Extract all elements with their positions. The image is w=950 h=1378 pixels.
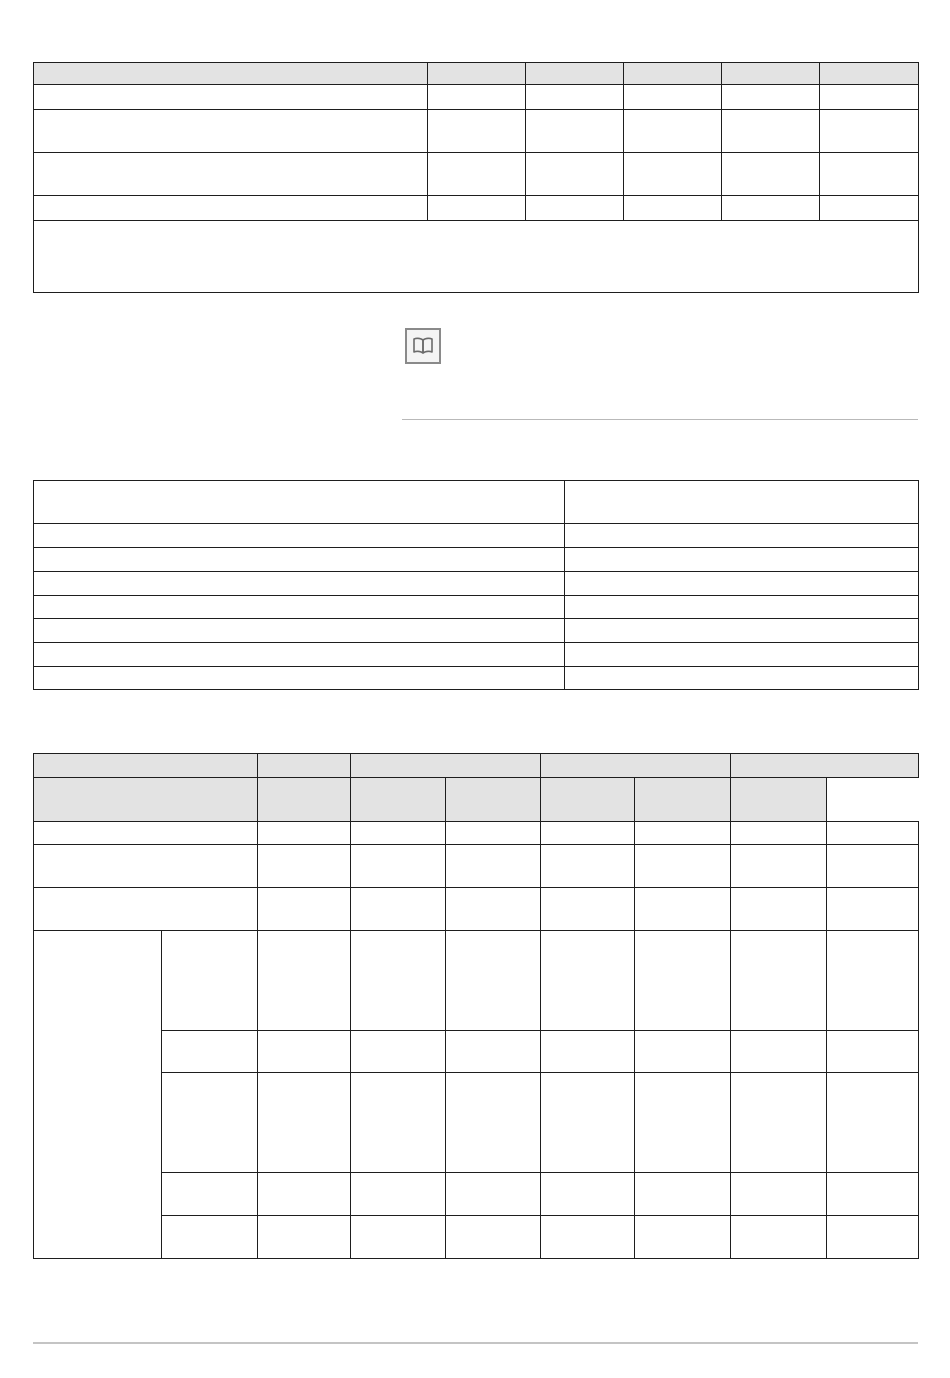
table-cell	[565, 548, 919, 572]
table-cell	[526, 196, 624, 221]
header-cell	[446, 778, 541, 822]
table-cell	[351, 888, 446, 931]
table-cell	[635, 845, 731, 888]
table-header-row	[34, 481, 919, 524]
table-cell	[827, 931, 919, 1031]
table-cell	[624, 153, 722, 196]
header-cell	[541, 754, 731, 778]
table-cell	[722, 196, 820, 221]
table-group-header-row	[34, 754, 919, 778]
table-header-row	[34, 63, 919, 85]
table-cell	[258, 1173, 351, 1216]
table-cell	[565, 572, 919, 596]
table-cell	[635, 1031, 731, 1073]
header-cell	[351, 754, 541, 778]
table-cell	[34, 548, 565, 572]
table-row	[34, 524, 919, 548]
table-cell	[731, 1073, 827, 1173]
table-row	[34, 85, 919, 110]
table-cell	[258, 931, 351, 1031]
table-cell	[162, 1031, 258, 1073]
table-row	[34, 596, 919, 619]
table-cell	[820, 196, 919, 221]
table-row	[34, 845, 919, 888]
table-footnote-row	[34, 221, 919, 293]
table-sub-header-row	[34, 778, 919, 822]
table-cell	[635, 1073, 731, 1173]
table-row	[34, 1173, 919, 1216]
table-cell	[541, 1031, 635, 1073]
table-row	[34, 1031, 919, 1073]
note-divider	[402, 419, 918, 420]
table-cell	[565, 643, 919, 667]
table-cell	[34, 667, 565, 690]
table-cell	[258, 1216, 351, 1259]
table-cell	[565, 667, 919, 690]
table-cell	[624, 110, 722, 153]
table-cell	[446, 1216, 541, 1259]
table-cell	[446, 888, 541, 931]
table-row	[34, 1073, 919, 1173]
table-cell	[162, 931, 258, 1031]
header-cell	[526, 63, 624, 85]
table-cell	[258, 845, 351, 888]
table-row	[34, 110, 919, 153]
table-cell	[428, 196, 526, 221]
table-cell	[34, 572, 565, 596]
table-cell	[34, 643, 565, 667]
header-cell	[258, 778, 351, 822]
bottom-data-table	[33, 753, 919, 1259]
table-cell	[635, 931, 731, 1031]
header-cell	[635, 778, 731, 822]
table-cell	[635, 822, 731, 845]
table-cell	[635, 888, 731, 931]
table-cell	[541, 1073, 635, 1173]
table-row	[34, 153, 919, 196]
table-cell	[446, 845, 541, 888]
header-cell	[820, 63, 919, 85]
table-cell	[565, 524, 919, 548]
table-cell	[428, 110, 526, 153]
table-cell	[624, 85, 722, 110]
table-row	[34, 931, 919, 1031]
table-cell	[635, 1173, 731, 1216]
table-row	[34, 667, 919, 690]
table-footnote	[34, 221, 919, 293]
table-cell	[162, 1173, 258, 1216]
table-cell	[162, 1073, 258, 1173]
table-cell	[446, 822, 541, 845]
table-cell	[827, 1173, 919, 1216]
table-cell	[351, 1073, 446, 1173]
table-cell	[258, 1073, 351, 1173]
table-cell	[731, 1173, 827, 1216]
table-cell	[541, 888, 635, 931]
table-cell	[34, 85, 428, 110]
table-cell	[731, 931, 827, 1031]
table-cell	[827, 1031, 919, 1073]
header-cell	[34, 754, 258, 778]
table-cell	[526, 110, 624, 153]
header-cell	[351, 778, 446, 822]
table-cell	[820, 153, 919, 196]
table-cell	[827, 1073, 919, 1173]
footer-divider	[33, 1342, 918, 1344]
table-row	[34, 888, 919, 931]
table-cell	[541, 1216, 635, 1259]
table-row	[34, 572, 919, 596]
table-cell	[34, 619, 565, 643]
table-cell	[722, 110, 820, 153]
table-cell	[820, 85, 919, 110]
table-cell	[731, 1031, 827, 1073]
table-cell	[351, 931, 446, 1031]
table-cell	[351, 1173, 446, 1216]
table-row	[34, 643, 919, 667]
header-cell	[34, 481, 565, 524]
table-cell	[827, 888, 919, 931]
table-cell	[446, 1173, 541, 1216]
table-cell	[428, 85, 526, 110]
header-cell	[722, 63, 820, 85]
table-cell	[820, 110, 919, 153]
table-cell	[731, 845, 827, 888]
table-cell	[827, 1216, 919, 1259]
table-cell	[34, 196, 428, 221]
header-cell	[731, 754, 919, 778]
table-cell	[541, 1173, 635, 1216]
table-cell	[526, 85, 624, 110]
table-cell	[541, 931, 635, 1031]
table-cell	[541, 822, 635, 845]
table-cell	[34, 888, 258, 931]
table-cell	[34, 110, 428, 153]
table-row	[34, 1216, 919, 1259]
table-cell	[565, 619, 919, 643]
table-cell	[565, 596, 919, 619]
book-icon	[405, 328, 441, 364]
header-cell	[565, 481, 919, 524]
header-cell	[258, 754, 351, 778]
table-cell	[34, 153, 428, 196]
table-cell	[541, 845, 635, 888]
table-cell	[624, 196, 722, 221]
table-cell	[526, 153, 624, 196]
header-cell	[34, 778, 258, 822]
table-cell	[34, 524, 565, 548]
table-cell	[34, 596, 565, 619]
table-cell	[428, 153, 526, 196]
middle-data-table	[33, 480, 919, 690]
table-row	[34, 196, 919, 221]
table-cell	[827, 822, 919, 845]
top-data-table	[33, 62, 919, 293]
table-cell	[258, 1031, 351, 1073]
table-cell	[731, 888, 827, 931]
table-cell	[827, 845, 919, 888]
table-row	[34, 822, 919, 845]
table-row	[34, 548, 919, 572]
table-cell	[446, 1031, 541, 1073]
header-cell	[428, 63, 526, 85]
table-cell	[446, 931, 541, 1031]
table-cell	[446, 1073, 541, 1173]
table-cell	[351, 822, 446, 845]
header-cell	[731, 778, 827, 822]
header-cell	[34, 63, 428, 85]
header-cell	[541, 778, 635, 822]
table-cell	[722, 85, 820, 110]
table-cell	[162, 1216, 258, 1259]
table-cell	[34, 845, 258, 888]
group-label-cell	[34, 931, 162, 1259]
header-cell	[624, 63, 722, 85]
table-cell	[258, 888, 351, 931]
table-cell	[351, 1216, 446, 1259]
table-row	[34, 619, 919, 643]
table-cell	[351, 1031, 446, 1073]
table-cell	[731, 822, 827, 845]
table-cell	[722, 153, 820, 196]
table-cell	[635, 1216, 731, 1259]
table-cell	[731, 1216, 827, 1259]
table-cell	[34, 822, 258, 845]
table-cell	[351, 845, 446, 888]
table-cell	[258, 822, 351, 845]
